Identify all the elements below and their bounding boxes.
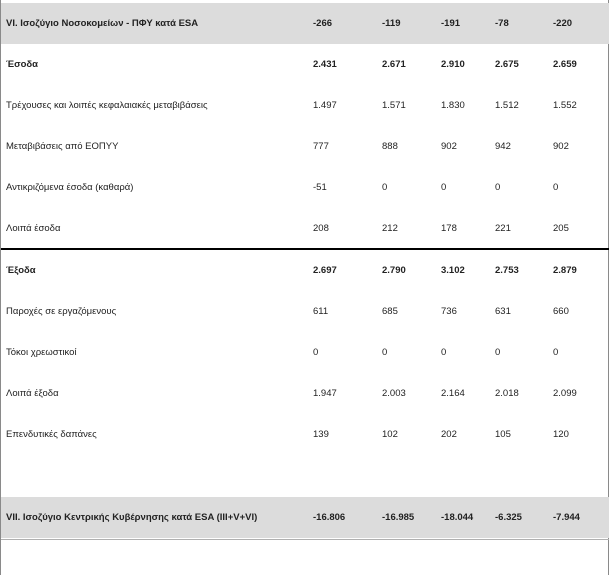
value-cell: 205 (553, 223, 569, 234)
table-row (1, 455, 609, 496)
value-cell: 0 (495, 182, 501, 193)
value-cell: 120 (553, 429, 569, 440)
row-label: VI. Ισοζύγιο Νοσοκομείων - ΠΦΥ κατά ESA (6, 18, 199, 29)
table-row (1, 497, 609, 538)
value-cell: -7.944 (553, 512, 580, 523)
value-cell: 1.512 (495, 100, 519, 111)
value-cell: 0 (382, 182, 388, 193)
value-cell: 2.099 (553, 388, 577, 399)
value-cell: 105 (495, 429, 511, 440)
value-cell: -266 (313, 18, 333, 29)
value-cell: 0 (441, 182, 447, 193)
value-cell: 0 (553, 347, 559, 358)
row-label: Λοιπά έσοδα (6, 223, 61, 234)
value-cell: -78 (495, 18, 509, 29)
value-cell: 888 (382, 141, 398, 152)
value-cell: 611 (313, 306, 329, 317)
row-label: Επενδυτικές δαπάνες (6, 429, 97, 440)
value-cell: 1.947 (313, 388, 337, 399)
value-cell: 2.003 (382, 388, 406, 399)
value-cell: -191 (441, 18, 461, 29)
value-cell: 212 (382, 223, 398, 234)
value-cell: 2.675 (495, 59, 519, 70)
value-cell: 0 (382, 347, 388, 358)
row-label: Αντικριζόμενα έσοδα (καθαρά) (6, 182, 134, 193)
row-label: Μεταβιβάσεις από ΕΟΠΥΥ (6, 141, 119, 152)
value-cell: 685 (382, 306, 398, 317)
row-label: VII. Ισοζύγιο Κεντρικής Κυβέρνησης κατά ESA (III+V+VI) (6, 512, 258, 523)
table-row (1, 44, 609, 85)
value-cell: -16.806 (313, 512, 346, 523)
value-cell: 202 (441, 429, 457, 440)
value-cell: 902 (441, 141, 457, 152)
value-cell: 2.671 (382, 59, 406, 70)
value-cell: 2.164 (441, 388, 465, 399)
value-cell: 1.571 (382, 100, 406, 111)
table-row (1, 126, 609, 167)
value-cell: 2.018 (495, 388, 519, 399)
table-row (1, 3, 609, 44)
row-label: Λοιπά έξοδα (6, 388, 59, 399)
value-cell: 942 (495, 141, 511, 152)
value-cell: -6.325 (495, 512, 522, 523)
value-cell: 1.552 (553, 100, 577, 111)
table-row (1, 85, 609, 126)
value-cell: 139 (313, 429, 329, 440)
table-row (1, 414, 609, 455)
value-cell: 777 (313, 141, 329, 152)
table-row (1, 167, 609, 208)
value-cell: 736 (441, 306, 457, 317)
value-cell: 208 (313, 223, 329, 234)
row-label: Έσοδα (6, 59, 39, 70)
table-row (1, 373, 609, 414)
value-cell: 102 (382, 429, 398, 440)
value-cell: -16.985 (382, 512, 415, 523)
value-cell: -51 (313, 182, 327, 193)
value-cell: 221 (495, 223, 511, 234)
value-cell: 2.790 (382, 265, 406, 276)
value-cell: 631 (495, 306, 511, 317)
value-cell: 902 (553, 141, 569, 152)
value-cell: 2.431 (313, 59, 337, 70)
value-cell: 0 (441, 347, 447, 358)
table-row (1, 332, 609, 373)
empty-area (1, 539, 609, 576)
value-cell: -220 (553, 18, 573, 29)
value-cell: 660 (553, 306, 569, 317)
value-cell: 0 (495, 347, 501, 358)
value-cell: 2.697 (313, 265, 337, 276)
value-cell: 0 (553, 182, 559, 193)
row-label: Έξοδα (6, 265, 36, 276)
value-cell: 3.102 (441, 265, 465, 276)
row-label: Τρέχουσες και λοιπές κεφαλαιακές μεταβιβάσεις (6, 100, 208, 111)
value-cell: 2.659 (553, 59, 577, 70)
value-cell: 0 (313, 347, 319, 358)
row-label: Τόκοι χρεωστικοί (6, 347, 77, 358)
value-cell: 2.879 (553, 265, 577, 276)
table-row (1, 250, 609, 291)
value-cell: 1.830 (441, 100, 465, 111)
value-cell: 1.497 (313, 100, 337, 111)
table-row (1, 291, 609, 332)
value-cell: 2.910 (441, 59, 465, 70)
table-row (1, 208, 609, 249)
value-cell: 2.753 (495, 265, 519, 276)
value-cell: 178 (441, 223, 457, 234)
row-label: Παροχές σε εργαζόμενους (6, 306, 117, 317)
value-cell: -18.044 (441, 512, 474, 523)
value-cell: -119 (382, 18, 401, 29)
